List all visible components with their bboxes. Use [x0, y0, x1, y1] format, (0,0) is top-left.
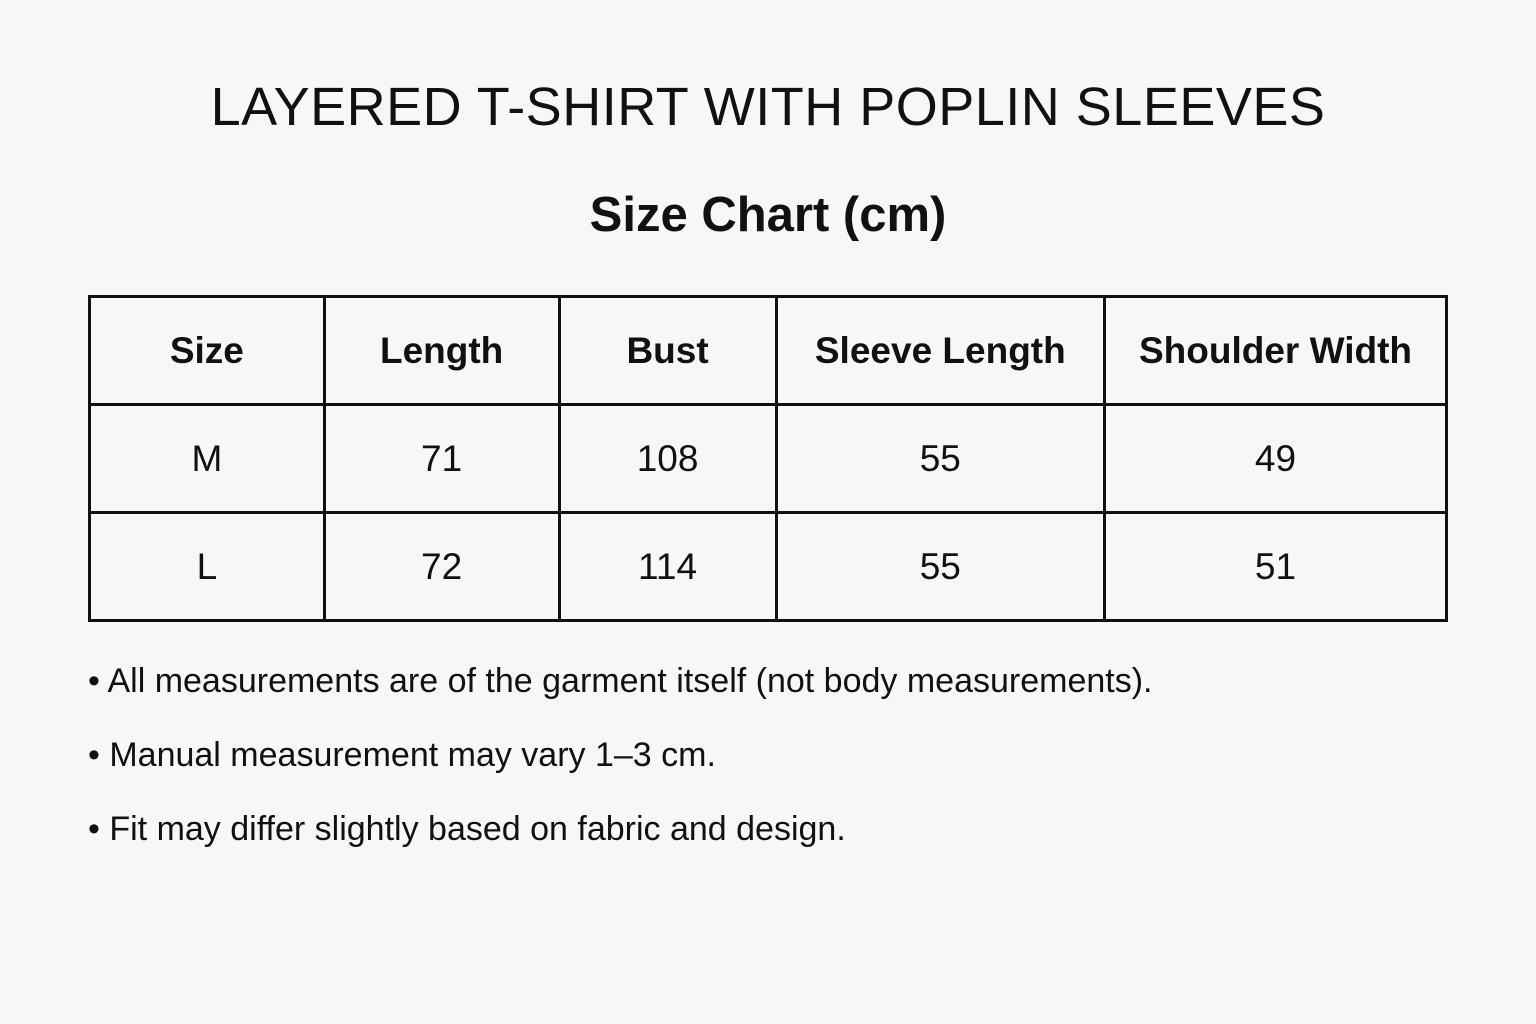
- cell-size: M: [90, 405, 325, 513]
- cell-shoulder-width: 49: [1105, 405, 1447, 513]
- cell-length: 71: [324, 405, 559, 513]
- cell-bust: 114: [559, 513, 776, 621]
- cell-shoulder-width: 51: [1105, 513, 1447, 621]
- cell-sleeve-length: 55: [776, 513, 1104, 621]
- table-row: [90, 513, 1447, 621]
- column-header-size: Size: [90, 297, 325, 405]
- size-chart-table-wrapper: [88, 243, 1448, 622]
- size-chart-table: [88, 295, 1448, 622]
- column-header-sleeve-length: Sleeve Length: [776, 297, 1104, 405]
- cell-size: L: [90, 513, 325, 621]
- note-item: • Fit may differ slightly based on fabric and design.: [88, 809, 846, 848]
- cell-length: 72: [324, 513, 559, 621]
- table-row: [90, 405, 1447, 513]
- notes-list: [88, 622, 1448, 847]
- cell-sleeve-length: 55: [776, 405, 1104, 513]
- cell-bust: 108: [559, 405, 776, 513]
- page-subtitle: Size Chart (cm): [589, 188, 947, 243]
- note-item: • Manual measurement may vary 1–3 cm.: [88, 735, 716, 774]
- column-header-bust: Bust: [559, 297, 776, 405]
- column-header-length: Length: [324, 297, 559, 405]
- table-header-row: [90, 297, 1447, 405]
- note-item: • All measurements are of the garment itself (not body measurements).: [88, 662, 1153, 701]
- column-header-shoulder-width: Shoulder Width: [1105, 297, 1447, 405]
- page-title: LAYERED T-SHIRT WITH POPLIN SLEEVES: [210, 77, 1326, 137]
